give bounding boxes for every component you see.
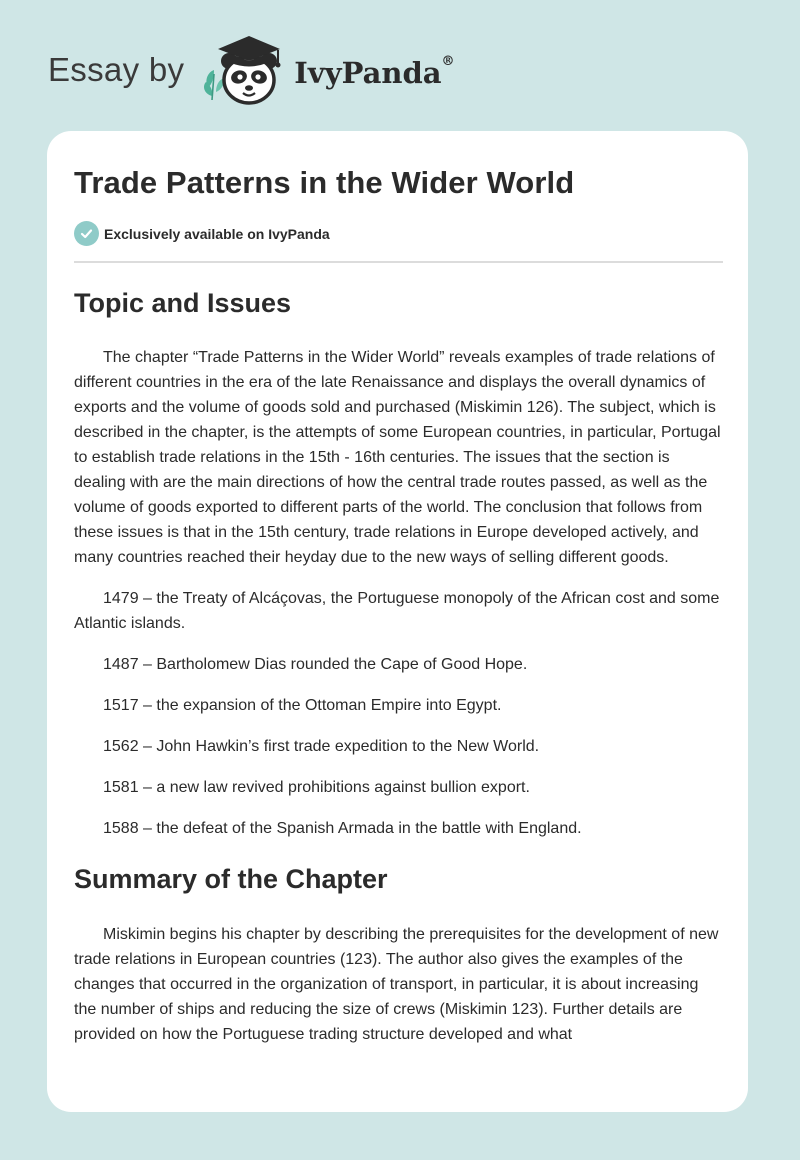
timeline-item: 1562 – John Hawkin’s first trade expedition to the New World.	[103, 738, 540, 755]
exclusive-badge-text: Exclusively available on IvyPanda	[104, 225, 330, 242]
brand-name[interactable]	[294, 56, 454, 90]
registered-mark: ®	[441, 54, 455, 69]
exclusive-badge	[74, 221, 330, 246]
paragraph: Miskimin begins his chapter by describing the prerequisites for the development of new trade relations in European countries (123). The author also gives the examples of the changes that occurred in the organization of transport, in particular, it is about increasing the number of ships and reducing the size of crews (Miskimin 123). Further details are provided on how the Portuguese trading structure developed and what	[74, 926, 719, 1043]
section-heading-summary: Summary of the Chapter	[74, 864, 388, 894]
page-title: Trade Patterns in the Wider World	[74, 165, 575, 200]
brand-text: IvyPanda	[294, 56, 442, 90]
section-heading-topic: Topic and Issues	[74, 288, 292, 318]
article-card	[47, 131, 748, 1112]
essay-by-label: Essay by	[48, 51, 185, 88]
paragraph: The chapter “Trade Patterns in the Wider World” reveals examples of trade relations of different countries in the era of the late Renaissance and displays the overall dynamics of exports and the volume of goods sold and purchased (Miskimin 126). The subject, which is described in the chapter, is the attempts of some European countries, in particular, Portugal to establish trade relations in the 15th - 16th centuries. The issues that the section is dealing with are the main directions of how the central trade routes passed, as well as the volume of goods exported to different parts of the world. The conclusion that follows from these issues is that in the 15th century, trade relations in Europe developed actively, and many countries reached their heyday due to the new ways of selling different goods.	[74, 349, 721, 566]
timeline-item: 1588 – the defeat of the Spanish Armada in the battle with England.	[103, 820, 582, 837]
panda-logo-icon[interactable]	[198, 30, 290, 110]
timeline-item: 1581 – a new law revived prohibitions against bullion export.	[103, 779, 530, 796]
title-divider	[74, 261, 723, 263]
timeline-item: 1487 – Bartholomew Dias rounded the Cape of Good Hope.	[103, 656, 528, 673]
site-header	[48, 30, 455, 110]
timeline-item: 1517 – the expansion of the Ottoman Empire into Egypt.	[103, 697, 502, 714]
check-circle-icon	[74, 221, 99, 246]
timeline-item: 1479 – the Treaty of Alcáçovas, the Portuguese monopoly of the African cost and some Atlantic islands.	[74, 590, 720, 632]
article-body	[74, 281, 724, 1047]
